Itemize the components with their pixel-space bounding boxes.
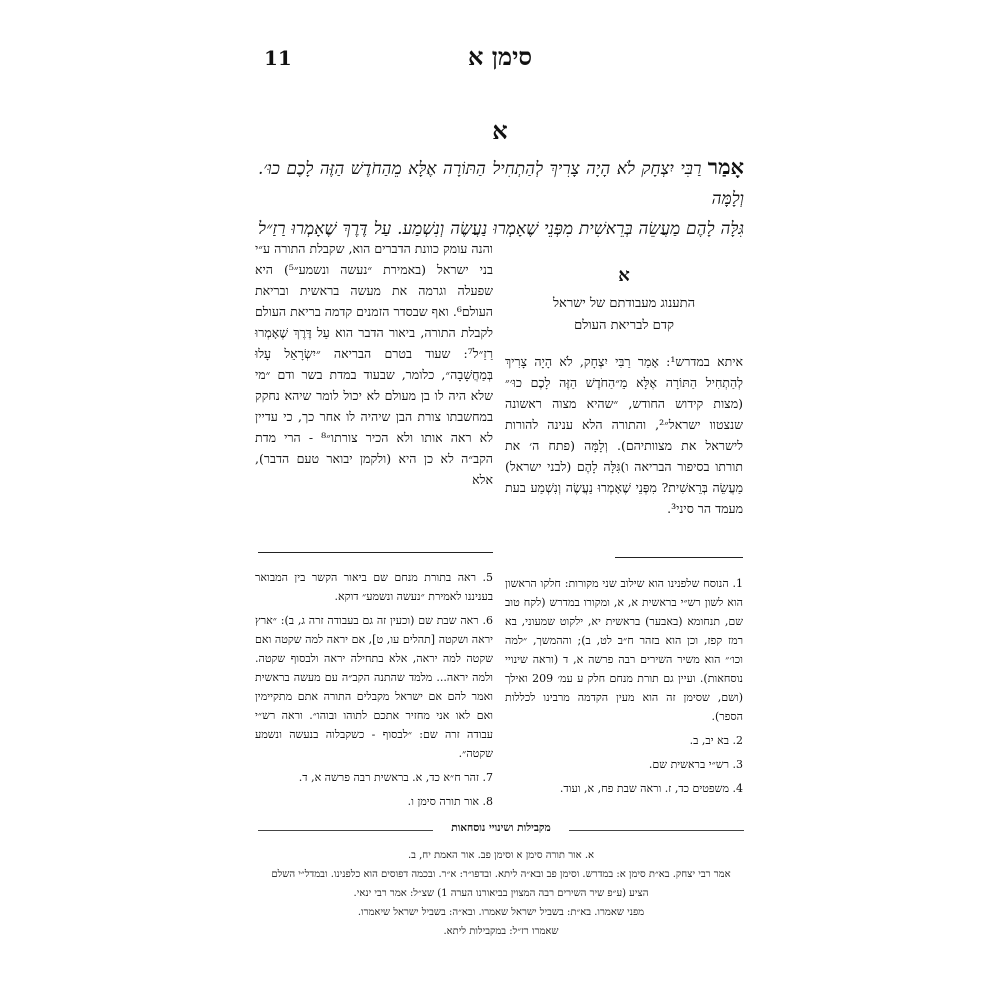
left-column-text: והנה עומק כוונת הדברים הוא, שקבלת התורה ע״י בני ישראל (באמירת ״נעשה ונשמע״⁵) היא שפעלה וגרמה את מעשה בראשית ובריאת העולם⁶. ואף שבסדר הזמנים קדמה בריאת העולם לקבלת התורה, ביאור הדבר הוא עַל דֶּרֶךְ שֶׁאָמְרוּ רַזַ״ל⁷: שעוד בטרם הבריאה ״יִשְׂרָאֵל עָלוּ בְּמַחֲשָׁבָה״, כלומר, שבעוד במדת בשר ודם ״מי שלא היה לו בן מעולם לא יכול לומר שיהא נחקק במחשבתו צורת הבן שיהיה לו אחר כך, כי עדיין לא ראה אותו ולא הכיר צורתו״⁸ - הרי מדת הקב״ה לא כן היא (ולקמן יבואר טעם הדבר), אלא [255, 241, 494, 487]
variant-line: הציע (ע״פ שיר השירים רבה המצוין בביאורנו הערה 1) שצ״ל: אמר רבי ינאי. [353, 888, 649, 899]
left-column [255, 238, 493, 490]
footnote-1: 1. הנוסח שלפנינו הוא שילוב שני מקורות: חלקו הראשון הוא לשון רש״י בראשית א, א, ומקורו במדרש (לקח טוב שם, תנחומא (באבער) בראשית יא, ילקוט שמעוני, בא רמז קפז, וכן הוא בזהר ח״ב לט, ב); וההמשך, ״למה וכו׳״ הוא משיר השירים רבה פרשה א, ד (וראה שינויי נוסחאות). ועיין גם תורת מנחם חלק ע עמ׳ 209 ואילך (ושם, שסימן זה הוא מעין הקדמה מרבינו לכללות הספר). [505, 577, 743, 723]
footnote-8: 8. אור תורה סימן ו. [407, 795, 493, 808]
footnote-2: 2. בא יב, ב. [689, 734, 743, 747]
footnote-6: 6. ראה שבת שם (וכעין זה גם בעבודה זרה ג, ב): ״ארץ יראה ושקטה [תהלים עו, ט], אם יראה למה שקטה ואם שקטה למה יראה, אלא בתחילה יראה ולבסוף שקטה. ולמה יראה... מלמד שהתנה הקב״ה עם מעשה בראשית ואמר להם אם ישראל מקבלים התורה אתם מתקיימין ואם לאו אני מחזיר אתכם לתוהו ובוהו״. וראה רש״י עבודה זרה שם: ״לבסוף - כשקבלוה בנעשה ונשמע שקטה״. [255, 614, 493, 760]
opening-line-1-text: רַבִּי יִצְחָק לֹא הָיָה צָרִיךְ לְהַתְחִיל הַתּוֹרָה אֶלָּא מֵהַחֹדֶשׁ הַזֶּה לָכֶם כוּ׳. וְלָמָּה [258, 159, 744, 209]
opening-quote [258, 152, 744, 244]
variant-line: א. אור תורה סימן א וסימן פב. אור האמת יח, ב. [407, 850, 595, 861]
variants-heading: מקבילות ושינויי נוסחאות [451, 822, 551, 834]
variants-rule-right [569, 830, 744, 831]
opening-line-2: גִּלָּה לָהֶם מַעֲשֵׂה בְּרֵאשִׁית מִפְּנֵי שֶׁאָמְרוּ נַעֲשֶׂה וְנִשְׁמַע. עַל דֶּרֶךְ שֶׁאָמְרוּ רַזַ״ל [258, 219, 744, 239]
footnote-4: 4. משפטים כד, ז. וראה שבת פח, א, ועוד. [559, 782, 743, 795]
right-column [505, 265, 743, 519]
footnote-3: 3. רש״י בראשית שם. [648, 758, 743, 771]
running-header-title: סימן א [467, 42, 533, 71]
variant-line: מפני שאמרו. בא״ת: בשביל ישראל שאמרו. ובא״ה: בשביל ישראל שיאמרו. [357, 907, 645, 918]
subsection-title-line-1: התענוג מעבודתם של ישראל [552, 296, 696, 311]
subsection-title [505, 293, 743, 337]
subsection-title-line-2: קדם לבריאת העולם [574, 318, 674, 333]
footnote-divider-left [258, 552, 493, 553]
footnote-7: 7. זהר ח״א כד, א. בראשית רבה פרשה א, ד. [298, 771, 493, 784]
variants-heading-bar [258, 822, 744, 838]
footnotes-right [505, 574, 743, 803]
footnote-divider-right [615, 557, 743, 558]
variant-line: אמר רבי יצחק. בא״ת סימן א: במדרש. וסימן פב ובא״ה ליתא. ובדפו״ר: א״ר. ובכמה דפוסים הוא כלפנינו. ובמדל״י השלם [271, 869, 731, 880]
variants-list [258, 846, 744, 941]
page-number: 11 [264, 46, 292, 70]
opening-first-word: אָמַר [707, 154, 744, 179]
right-column-text: איתא במדרש¹: אָמַר רַבִּי יִצְחָק, לֹא הָיָה צָרִיךְ לְהַתְחִיל הַתּוֹרָה אֶלָּא מֵ״הַחֹדֶשׁ הַזֶּה לָכֶם כוּ׳״ (מצות קידוש החודש, ״שהיא מצוה ראשונה שנצטוו ישראל״², והתורה הלא ענינה להורות לישראל את מצוותיהם). וְלָמָּה (פתח ה׳ את תורתו בסיפור הבריאה ו)גִּלָּה לָהֶם (לבני ישראל) מַעֲשֵׂה בְּרֵאשִׁית? מִפְּנֵי שֶׁאָמְרוּ נַעֲשֶׂה וְנִשְׁמַע בעת מעמד הר סיני³. [505, 354, 743, 516]
variants-rule-left [258, 830, 433, 831]
variant-line: שאמרו רז״ל: במקבילות ליתא. [443, 926, 559, 937]
subsection-letter: א [618, 265, 630, 286]
section-letter: א [492, 116, 508, 145]
footnote-5: 5. ראה בתורת מנחם שם ביאור הקשר בין המבואר בעניננו לאמירת ״נעשה ונשמע״ דוקא. [255, 571, 493, 603]
footnotes-left [255, 568, 493, 816]
opening-line-1 [258, 152, 744, 214]
